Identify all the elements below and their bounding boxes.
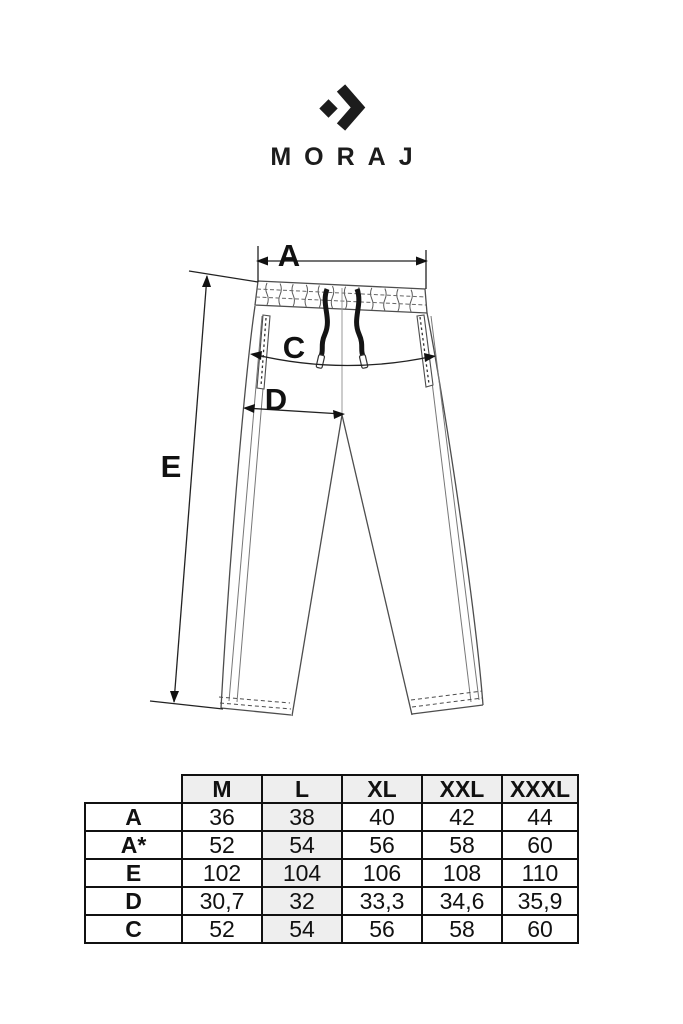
cell: 34,6	[422, 887, 502, 915]
cell: 30,7	[182, 887, 262, 915]
table-corner-cell	[85, 775, 182, 803]
moraj-logo-icon	[319, 88, 358, 127]
col-header-xxxl: XXXL	[502, 775, 578, 803]
logo-diamond-shape	[319, 99, 337, 117]
right-pocket	[417, 315, 433, 387]
cell: 40	[342, 803, 422, 831]
cell: 58	[422, 831, 502, 859]
dim-label-d: D	[264, 382, 288, 417]
right-inseam	[342, 415, 412, 715]
dimension-lines	[150, 246, 434, 709]
pants-outline	[219, 281, 483, 716]
row-label-e: E	[85, 859, 182, 887]
cell: 58	[422, 915, 502, 943]
drawstring-aglet	[316, 354, 325, 368]
row-label-a: A	[85, 803, 182, 831]
cell: 35,9	[502, 887, 578, 915]
col-header-m: M	[182, 775, 262, 803]
row-label-d: D	[85, 887, 182, 915]
cell: 32	[262, 887, 342, 915]
dim-label-c: C	[282, 330, 306, 365]
cell: 33,3	[342, 887, 422, 915]
cell: 56	[342, 831, 422, 859]
right-hem-stitch	[412, 698, 482, 707]
cell: 110	[502, 859, 578, 887]
cell: 38	[262, 803, 342, 831]
left-hem-edge	[221, 708, 291, 715]
cell: 108	[422, 859, 502, 887]
right-hem-stitch	[411, 691, 482, 700]
left-hem-stitch	[219, 697, 290, 703]
cell: 36	[182, 803, 262, 831]
table-header-row	[85, 775, 578, 803]
size-table	[84, 774, 579, 944]
table-row-d	[85, 887, 578, 915]
drawstring-aglet	[359, 354, 368, 368]
cell: 54	[262, 831, 342, 859]
col-header-l: L	[262, 775, 342, 803]
cell: 102	[182, 859, 262, 887]
row-label-c: C	[85, 915, 182, 943]
dim-c-line	[252, 354, 434, 366]
col-header-xxl: XXL	[422, 775, 502, 803]
logo-chevron-shape	[341, 88, 358, 127]
right-side-stripe	[431, 316, 479, 700]
cell: 44	[502, 803, 578, 831]
left-hem-stitch	[220, 703, 291, 709]
dim-e-extension	[150, 701, 223, 709]
dim-label-e: E	[160, 449, 182, 484]
cell: 56	[342, 915, 422, 943]
dim-label-a: A	[277, 238, 301, 273]
dim-d-line	[245, 408, 342, 414]
dim-e-extension	[189, 271, 258, 282]
cell: 60	[502, 915, 578, 943]
arrowhead	[170, 691, 179, 703]
cell: 60	[502, 831, 578, 859]
cell: 104	[262, 859, 342, 887]
cell: 54	[262, 915, 342, 943]
table-row-c	[85, 915, 578, 943]
cell: 106	[342, 859, 422, 887]
arrowhead	[202, 275, 211, 287]
cell: 42	[422, 803, 502, 831]
left-inseam	[292, 415, 342, 716]
table-row-e	[85, 859, 578, 887]
right-hem-edge	[412, 705, 483, 714]
dimension-arrowheads	[170, 257, 436, 704]
arrowhead	[243, 404, 255, 413]
brand-name: MORAJ	[270, 143, 426, 171]
row-label-a-star: A*	[85, 831, 182, 859]
dim-e-line	[174, 276, 207, 702]
arrowhead	[250, 351, 262, 360]
cell: 52	[182, 831, 262, 859]
table-row-a	[85, 803, 578, 831]
cell: 52	[182, 915, 262, 943]
left-outseam	[221, 306, 255, 708]
col-header-xl: XL	[342, 775, 422, 803]
left-side-stripe	[229, 316, 262, 701]
table-row-a-star	[85, 831, 578, 859]
